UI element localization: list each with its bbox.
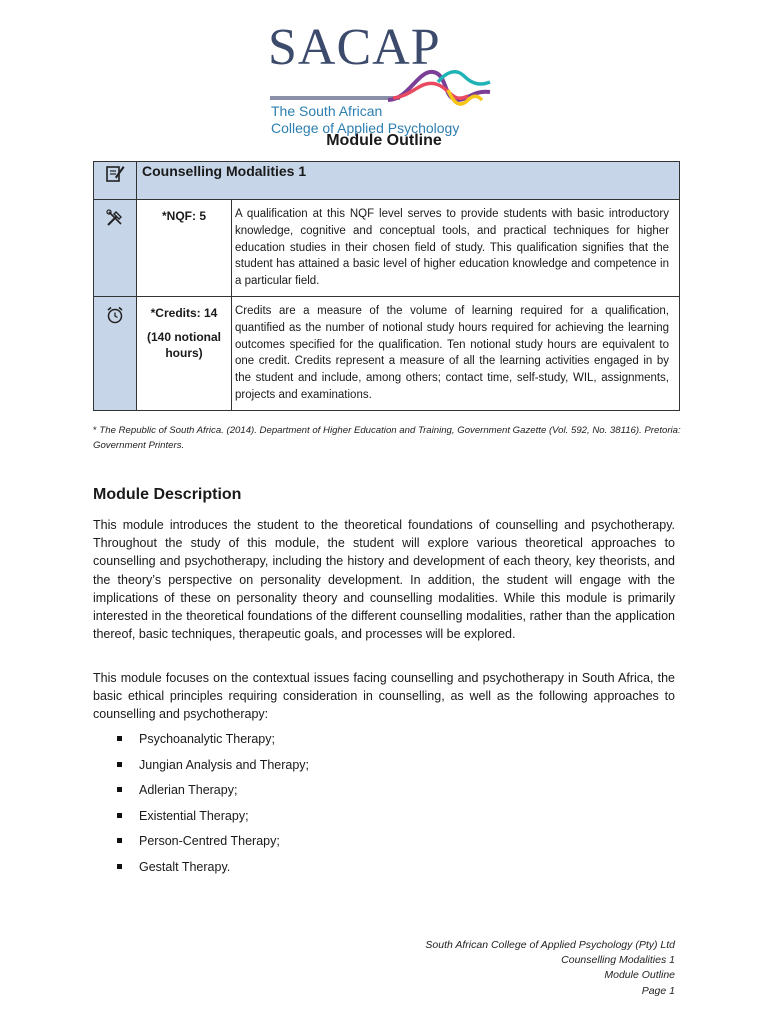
page-footer	[425, 938, 675, 999]
footnote-marker: *	[93, 425, 97, 436]
nqf-value: *NQF: 5	[161, 209, 206, 223]
description-paragraph-1: This module introduces the student to the theoretical foundations of counselling and psychotherapy. Throughout the study of this module, the student will explore various theoretical approaches to counselling and psychotherapy, including the history and development of each theory, key theorists, and the theory’s perspective on personality development. In addition, the student will engage with the implications of these on personality theory and counselling modalities. While this module is primarily interested in the theoretical foundations of the different counselling modalities, rather than the application thereof, basic techniques, therapeutic goals, and processes will be explored.	[93, 518, 675, 642]
module-description-heading: Module Description	[93, 486, 242, 503]
notional-hours: (140 notional hours)	[146, 329, 221, 360]
list-item: Gestalt Therapy.	[93, 858, 309, 884]
footer-page-number: Page 1	[641, 984, 675, 997]
nqf-description: A qualification at this NQF level serves to provide students with basic introductory knowledge, cognitive and conceptual tools, and practical techniques for higher education studies in their chosen field of study. This qualification signifies that the student has attained a basic level of higher education knowledge and competence in a particular field.	[232, 200, 680, 297]
list-item: Jungian Analysis and Therapy;	[93, 756, 309, 782]
list-item: Psychoanalytic Therapy;	[93, 730, 309, 756]
table-header-icon-cell	[94, 162, 137, 200]
table-row-credits	[94, 296, 680, 410]
footer-module: Counselling Modalities 1	[561, 954, 675, 967]
page-title: Module Outline	[326, 132, 442, 149]
table-row-icon-cell	[94, 296, 137, 410]
table-header-title: Counselling Modalities 1	[137, 162, 680, 200]
list-item: Person-Centred Therapy;	[93, 832, 309, 858]
credits-label	[137, 296, 232, 410]
alarm-clock-icon	[105, 305, 125, 325]
notepad-pencil-icon	[105, 163, 125, 183]
credits-description: Credits are a measure of the volume of learning required for a qualification, quantified as the number of notional study hours required for achieving the learning outcomes specified for the qualification. Ten notional study hours are equivalent to one credit. Credits represent a measure of all the learning activities engaged in by the student and include, among others; contact time, self-study, WIL, assignments, projects and examinations.	[232, 296, 680, 410]
table-row-nqf	[94, 200, 680, 297]
table-header-row	[94, 162, 680, 200]
description-paragraph-2: This module focuses on the contextual issues facing counselling and psychotherapy in South Africa, the basic ethical principles requiring consideration in counselling, as well as the following approaches to counselling and psychotherapy:	[93, 671, 675, 722]
table-row-icon-cell	[94, 200, 137, 297]
logo-subtitle-line1: The South African	[271, 103, 383, 119]
credits-value: *Credits: 14	[150, 305, 218, 320]
logo-subtitle-line2: College of Applied Psychology	[271, 120, 460, 136]
sacap-logo	[268, 19, 498, 136]
footer-doc-type: Module Outline	[604, 969, 675, 982]
footer-company: South African College of Applied Psychology (Pty) Ltd	[425, 939, 675, 951]
footnote	[93, 423, 683, 453]
nqf-label	[137, 200, 232, 297]
footnote-text: The Republic of South Africa. (2014). Department of Higher Education and Training, Government Gazette (Vol. 592, No. 38116). Pretoria: Government Printers.	[93, 425, 681, 451]
logo-wordmark: SACAP	[268, 19, 441, 76]
module-outline-table	[93, 161, 680, 411]
list-item: Existential Therapy;	[93, 807, 309, 833]
list-item: Adlerian Therapy;	[93, 781, 309, 807]
approaches-list	[93, 730, 309, 883]
tools-icon	[105, 208, 125, 228]
